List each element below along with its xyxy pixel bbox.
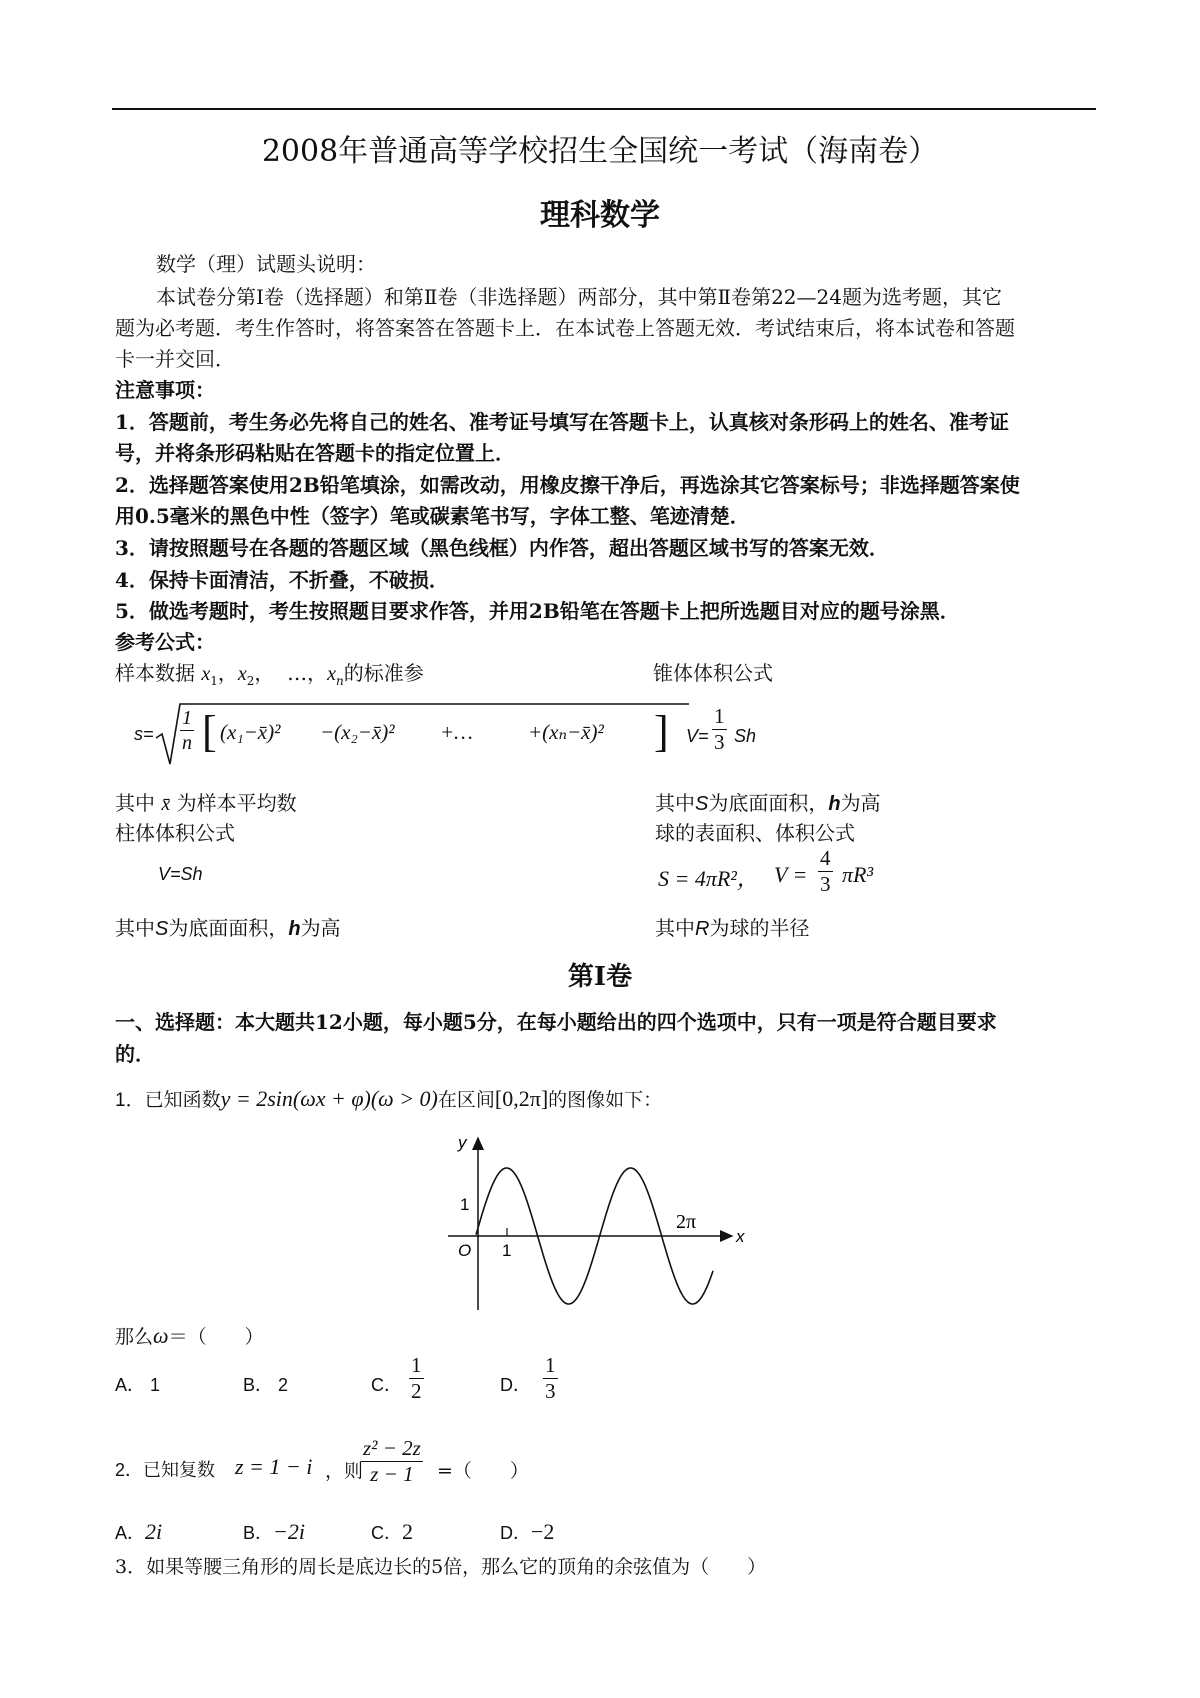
intro-line: 卡一并交回． (115, 347, 235, 371)
q2-option-a: A．2i (115, 1519, 163, 1544)
q1-option-b: B． 2 (243, 1375, 289, 1395)
cylinder-note: 其中S为底面面积，h为高 (115, 916, 341, 940)
notice-line: 2．选择题答案使用2B铅笔填涂，如需改动，用橡皮擦干净后，再选涂其它答案标号；非选择题答案使 (115, 473, 1020, 497)
q1-option-d: $\frac{1}{3}$ (545, 1353, 556, 1403)
x-tick-label: 1 (502, 1241, 512, 1260)
notice-line: 5．做选考题时，考生按照题目要求作答，并用2B铅笔在答题卡上把所选题目对应的题号涂黑． (115, 599, 960, 623)
intro-line: 本试卷分第Ⅰ卷（选择题）和第Ⅱ卷（非选择题）两部分，其中第Ⅱ卷第22—24题为选考题，其它 (156, 285, 1002, 309)
q1-option-c: $\frac{1}{2}$ (411, 1353, 422, 1403)
q2-stem: 2．已知复数 z = 1 − i ，则 $\frac{\text{z² − 2z}}{z - 1}$ =（ ） (115, 1436, 529, 1486)
notice-line: 1．答题前，考生务必先将自己的姓名、准考证号填写在答题卡上，认真核对条形码上的姓名、准考证 (115, 410, 1009, 434)
two-pi-label: 2π (676, 1211, 697, 1233)
q1-option-a: A． 1 (115, 1375, 161, 1395)
y-tick-label: 1 (460, 1195, 470, 1214)
q1-stem: 1．已知函数y = 2sin(ωx + φ)(ω > 0)在区间[0,2π]的图像如下： (115, 1086, 663, 1111)
notice-heading: 注意事项： (115, 378, 215, 402)
formulas-heading: 参考公式： (115, 630, 215, 654)
notice-line: 用0.5毫米的黑色中性（签字）笔或碳素笔书写，字体工整、笔迹清楚． (115, 504, 750, 528)
sphere-heading: 球的表面积、体积公式 (655, 821, 855, 845)
notice-line: 号，并将条形码粘贴在答题卡的指定位置上． (115, 441, 515, 465)
top-rule (112, 108, 1096, 110)
q1-option-d-label: D． (500, 1375, 531, 1395)
cylinder-heading: 柱体体积公式 (115, 821, 235, 845)
section-title: 第Ⅰ卷 (567, 962, 633, 992)
notice-line: 3．请按照题号在各题的答题区域（黑色线框）内作答，超出答题区域书写的答案无效． (115, 536, 889, 560)
q2-option-c: C．2 (371, 1519, 413, 1544)
cone-heading: 锥体体积公式 (653, 661, 773, 685)
section-desc: 的． (115, 1042, 155, 1066)
page-title: 2008年普通高等学校招生全国统一考试（海南卷） (261, 134, 939, 169)
mean-note: 其中 x̄ 为样本平均数 (115, 791, 297, 815)
y-axis-label: y (458, 1133, 467, 1152)
cylinder-formula: V=Sh (158, 864, 203, 884)
cone-note: 其中S为底面面积，h为高 (655, 791, 881, 815)
sine-graph (440, 1128, 760, 1318)
notice-line: 4．保持卡面清洁，不折叠，不破损． (115, 568, 449, 592)
q2-option-b: B．−2i (243, 1519, 305, 1544)
x-axis-label: x (736, 1227, 745, 1246)
q1-options (115, 1355, 815, 1415)
q1-ask: 那么ω＝（ ） (115, 1323, 264, 1348)
q3-stem: 3．如果等腰三角形的周长是底边长的5倍，那么它的顶角的余弦值为（ ） (115, 1556, 767, 1578)
q1-option-c-label: C． (371, 1375, 402, 1395)
origin-label: O (458, 1241, 472, 1260)
intro-heading: 数学（理）试题头说明： (156, 252, 376, 276)
section-desc: 一、选择题：本大题共12小题，每小题5分，在每小题给出的四个选项中，只有一项是符合题目要求 (115, 1010, 997, 1034)
q2-options (115, 1515, 815, 1547)
page-subtitle: 理科数学 (540, 198, 660, 233)
q2-option-d: D．−2 (500, 1519, 555, 1544)
one-over-n: $\frac{1}{n}$ (182, 707, 192, 754)
sphere-formula: S = 4πR²， V = $\frac{4}{3}$ πR³ (658, 846, 874, 896)
intro-line: 题为必考题．考生作答时，将答案答在答题卡上．在本试卷上答题无效．考试结束后，将本试卷和答题 (115, 316, 1015, 340)
sphere-note: 其中R为球的半径 (655, 916, 810, 940)
sample-data-label: 样本数据 $x_1$，$x_2$， …，$x_n$的标准参 (115, 661, 424, 688)
